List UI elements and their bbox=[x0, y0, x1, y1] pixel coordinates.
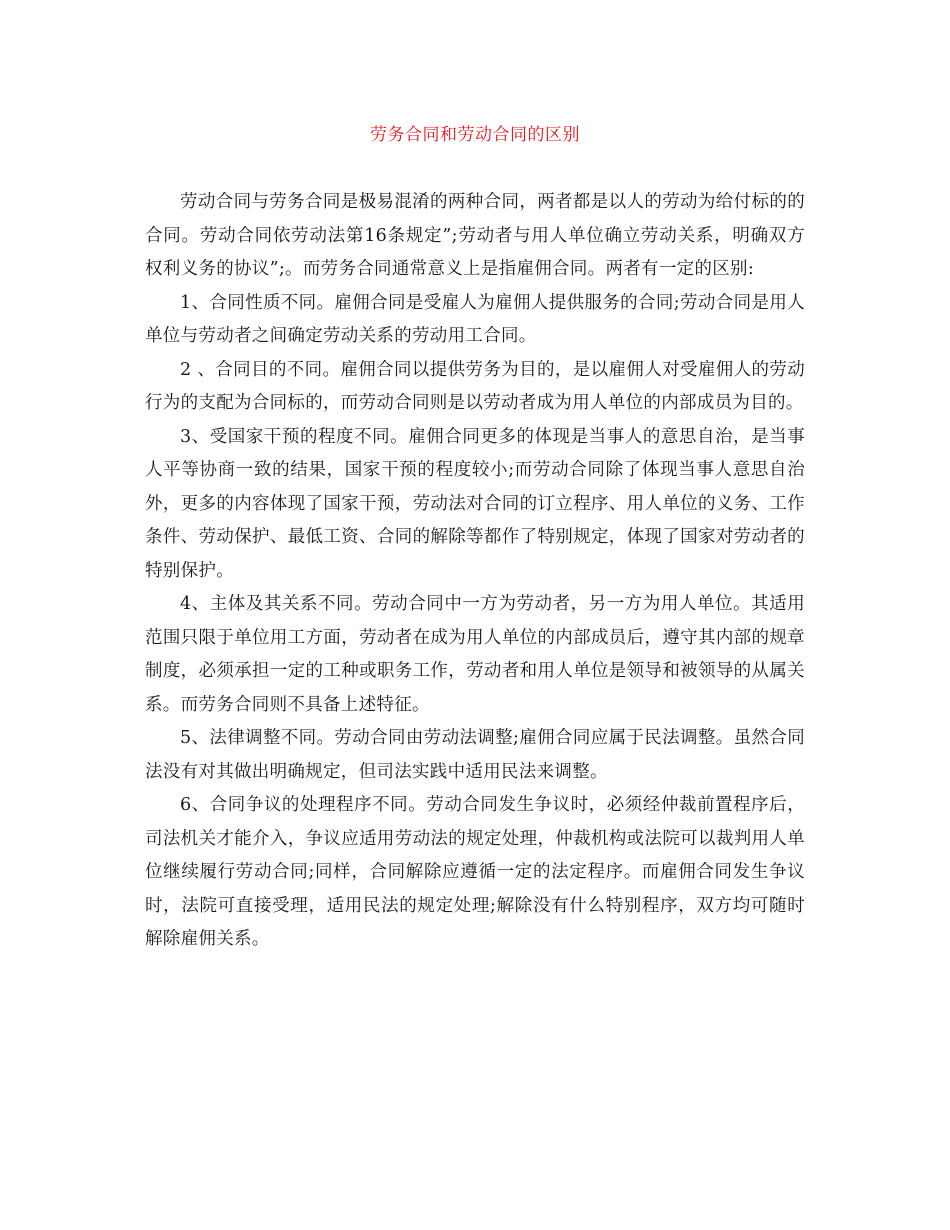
page-title: 劳务合同和劳动合同的区别 bbox=[370, 125, 580, 145]
point-paragraph-1: 1、合同性质不同。雇佣合同是受雇人为雇佣人提供服务的合同;劳动合同是用人单位与劳动者之间确定劳动关系的劳动用工合同。 bbox=[145, 292, 805, 346]
intro-paragraph: 劳动合同与劳务合同是极易混淆的两种合同，两者都是以人的劳动为给付标的的合同。劳动合同依劳动法第16条规定”;劳动者与用人单位确立劳动关系，明确双方权利义务的协议”;。而劳务合同通常意义上是指雇佣合同。两者有一定的区别: bbox=[145, 192, 805, 279]
point-paragraph-3: 3、受国家干预的程度不同。雇佣合同更多的体现是当事人的意思自治，是当事人平等协商一致的结果，国家干预的程度较小;而劳动合同除了体现当事人意思自治外，更多的内容体现了国家干预，劳动法对合同的订立程序、用人单位的义务、工作条件、劳动保护、最低工资、合同的解除等都作了特别规定，体现了国家对劳动者的特别保护。 bbox=[145, 426, 805, 581]
point-paragraph-6: 6、合同争议的处理程序不同。劳动合同发生争议时，必须经仲裁前置程序后，司法机关才能介入，争议应适用劳动法的规定处理，仲裁机构或法院可以裁判用人单位继续履行劳动合同;同样，合同解除应遵循一定的法定程序。而雇佣合同发生争议时，法院可直接受理，适用民法的规定处理;解除没有什么特别程序，双方均可随时解除雇佣关系。 bbox=[145, 795, 805, 949]
document-page bbox=[145, 118, 805, 957]
point-paragraph-2: 2 、合同目的不同。雇佣合同以提供劳务为目的，是以雇佣人对受雇佣人的劳动行为的支配为合同标的，而劳动合同则是以劳动者成为用人单位的内部成员为目的。 bbox=[145, 359, 805, 413]
point-paragraph-5: 5、法律调整不同。劳动合同由劳动法调整;雇佣合同应属于民法调整。虽然合同法没有对其做出明确规定，但司法实践中适用民法来调整。 bbox=[145, 728, 805, 782]
point-paragraph-4: 4、主体及其关系不同。劳动合同中一方为劳动者，另一方为用人单位。其适用范围只限于单位用工方面，劳动者在成为用人单位的内部成员后，遵守其内部的规章制度，必须承担一定的工种或职务工作，劳动者和用人单位是领导和被领导的从属关系。而劳务合同则不具备上述特征。 bbox=[145, 594, 805, 715]
